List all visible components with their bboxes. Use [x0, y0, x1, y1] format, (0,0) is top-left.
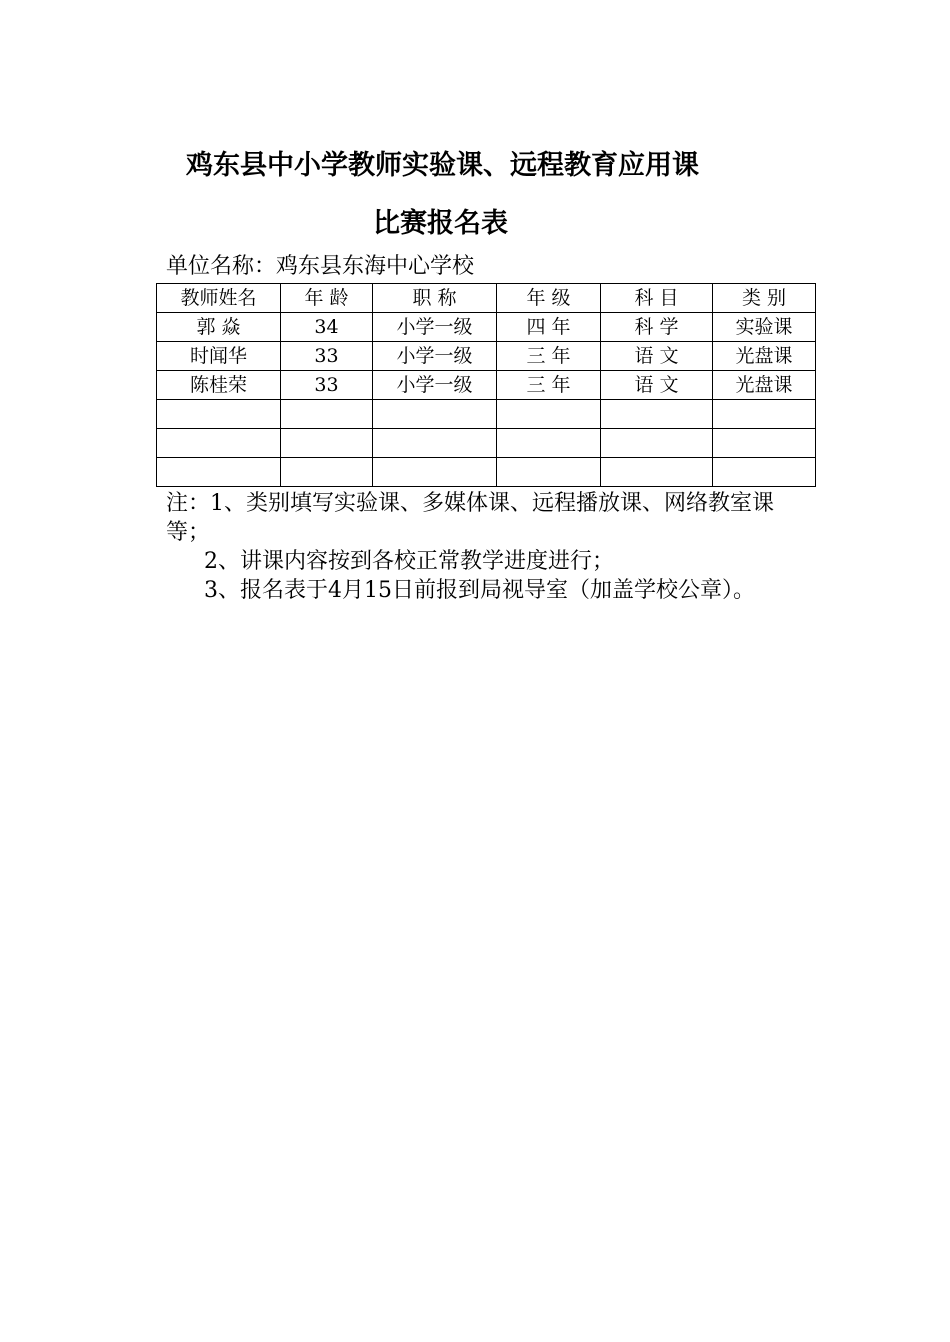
table-cell	[281, 458, 373, 487]
table-row-empty	[157, 458, 816, 487]
table-cell: 33	[281, 342, 373, 371]
table-header-row	[157, 284, 816, 313]
table-cell: 陈桂荣	[157, 371, 281, 400]
table-cell	[497, 429, 601, 458]
table-cell: 科 学	[601, 313, 713, 342]
note-3: 3、报名表于4月15日前报到局视导室（加盖学校公章）。	[204, 578, 755, 603]
notes-section	[166, 489, 796, 605]
table-cell: 光盘课	[713, 342, 816, 371]
table-cell	[157, 458, 281, 487]
table-cell	[157, 400, 281, 429]
table-cell	[373, 458, 497, 487]
table-cell	[713, 458, 816, 487]
table-cell	[373, 429, 497, 458]
header-subject: 科 目	[601, 284, 713, 313]
table-cell: 三 年	[497, 371, 601, 400]
table-cell: 33	[281, 371, 373, 400]
table-cell: 光盘课	[713, 371, 816, 400]
table-cell: 34	[281, 313, 373, 342]
note-1: 注：1、类别填写实验课、多媒体课、远程播放课、网络教室课等；	[166, 491, 774, 545]
table-cell	[601, 458, 713, 487]
document-title-line2: 比赛报名表	[373, 208, 508, 239]
table-cell: 实验课	[713, 313, 816, 342]
table-cell	[601, 429, 713, 458]
header-grade: 年 级	[497, 284, 601, 313]
table-cell: 小学一级	[373, 313, 497, 342]
table-row	[157, 313, 816, 342]
table-cell	[713, 400, 816, 429]
registration-table	[156, 283, 816, 487]
table-cell	[713, 429, 816, 458]
table-row	[157, 371, 816, 400]
table-cell	[281, 400, 373, 429]
table-row-empty	[157, 400, 816, 429]
table-cell: 语 文	[601, 371, 713, 400]
table-cell	[281, 429, 373, 458]
header-age: 年 龄	[281, 284, 373, 313]
table-row-empty	[157, 429, 816, 458]
table-cell	[497, 458, 601, 487]
table-cell: 四 年	[497, 313, 601, 342]
header-category: 类 别	[713, 284, 816, 313]
table-cell: 小学一级	[373, 342, 497, 371]
table-row	[157, 342, 816, 371]
table-cell: 郭 焱	[157, 313, 281, 342]
table-cell: 时闻华	[157, 342, 281, 371]
table-cell	[373, 400, 497, 429]
document-title-line1: 鸡东县中小学教师实验课、远程教育应用课	[186, 150, 699, 181]
table-cell	[157, 429, 281, 458]
header-teacher-name: 教师姓名	[157, 284, 281, 313]
table-cell: 小学一级	[373, 371, 497, 400]
table-cell	[601, 400, 713, 429]
note-2: 2、讲课内容按到各校正常教学进度进行；	[204, 549, 614, 574]
table-cell: 语 文	[601, 342, 713, 371]
table-cell: 三 年	[497, 342, 601, 371]
header-title: 职 称	[373, 284, 497, 313]
unit-name-line: 单位名称：鸡东县东海中心学校	[166, 254, 475, 279]
table-cell	[497, 400, 601, 429]
